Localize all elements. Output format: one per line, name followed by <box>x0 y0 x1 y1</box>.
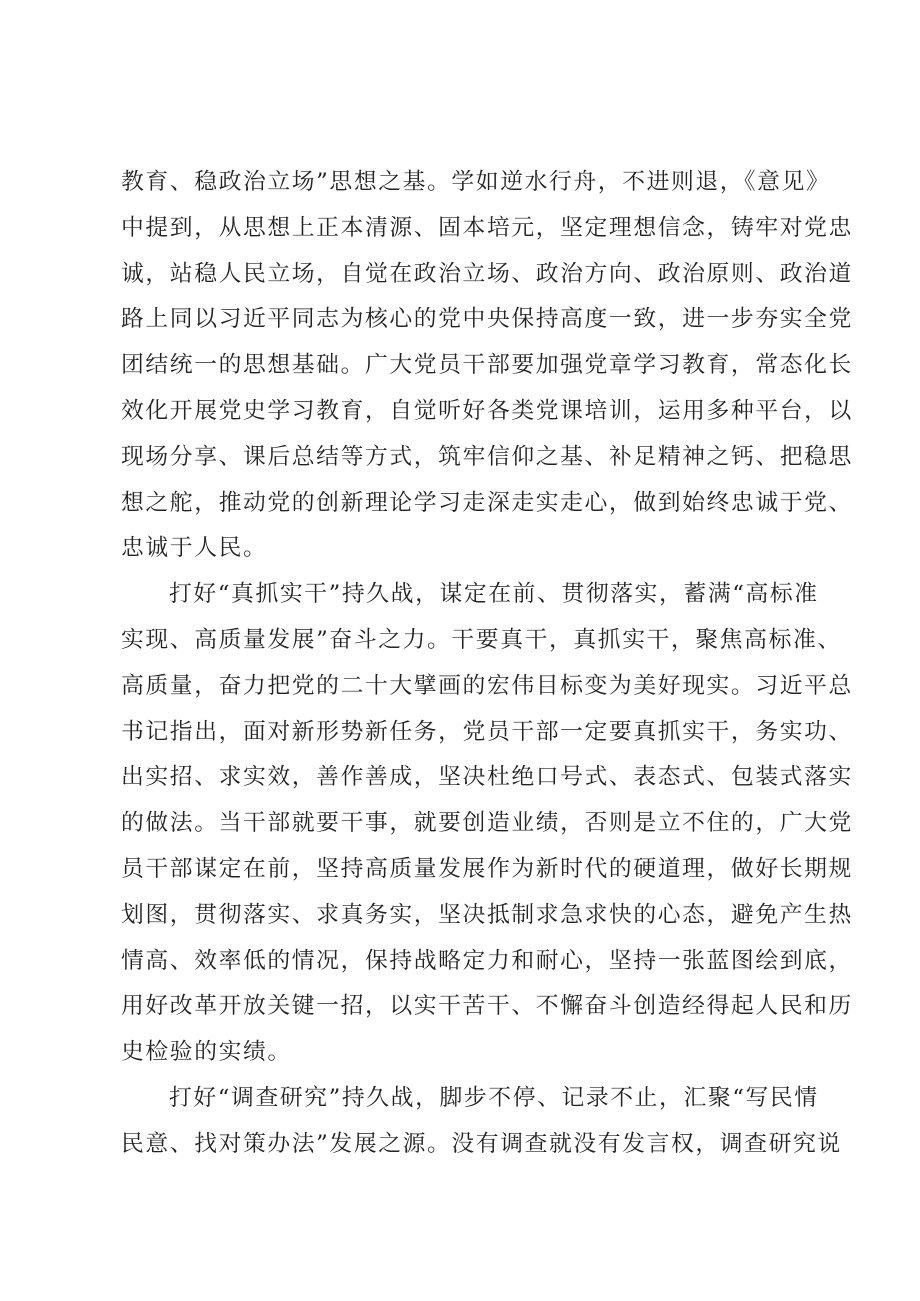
text-line: 忠诚于人民。 <box>121 535 268 562</box>
text-line: 员干部谋定在前，坚持高质量发展作为新时代的硬道理，做好长期规 <box>121 855 853 882</box>
text-line: 效化开展党史学习教育，自觉听好各类党课培训，运用多种平台，以 <box>121 397 853 424</box>
text-line: 现场分享、课后总结等方式，筑牢信仰之基、补足精神之钙、把稳思 <box>121 443 853 470</box>
text-line: 想之舵，推动党的创新理论学习走深走实走心，做到始终忠诚于党、 <box>121 489 853 516</box>
text-line: 诚，站稳人民立场，自觉在政治立场、政治方向、政治原则、政治道 <box>121 260 853 287</box>
text-line: 教育、稳政治立场”思想之基。学如逆水行舟，不进则退，《意见》 <box>121 169 831 195</box>
text-line: 划图，贯彻落实、求真务实，坚决抵制求急求快的心态，避免产生热 <box>121 901 853 928</box>
text-line: 史检验的实绩。 <box>121 1039 292 1066</box>
text-line: 的做法。当干部就要干事，就要创造业绩，否则是立不住的，广大党 <box>121 810 853 837</box>
text-line: 出实招、求实效，善作善成，坚决杜绝口号式、表态式、包装式落实 <box>121 764 853 791</box>
text-line: 书记指出，面对新形势新任务，党员干部一定要真抓实干，务实功、 <box>121 718 853 745</box>
body-text <box>121 160 853 1168</box>
text-line: 高质量，奋力把党的二十大擘画的宏伟目标变为美好现实。习近平总 <box>121 672 853 699</box>
text-line: 用好改革开放关键一招，以实干苦干、不懈奋斗创造经得起人民和历 <box>121 993 853 1020</box>
text-line: 实现、高质量发展”奋斗之力。干要真干，真抓实干，聚焦高标准、 <box>121 626 842 653</box>
text-line: 路上同以习近平同志为核心的党中央保持高度一致，进一步夯实全党 <box>121 306 853 333</box>
paragraph-start-line: 打好“调查研究”持久战，脚步不停、记录不止，汇聚“写民情 <box>169 1084 819 1111</box>
text-line: 中提到，从思想上正本清源、固本培元，坚定理想信念，铸牢对党忠 <box>121 214 853 241</box>
text-line: 团结统一的思想基础。广大党员干部要加强党章学习教育，常态化长 <box>121 352 853 379</box>
text-line: 民意、找对策办法”发展之源。没有调查就没有发言权，调查研究说 <box>121 1130 842 1157</box>
text-line: 情高、效率低的情况，保持战略定力和耐心，坚持一张蓝图绘到底， <box>121 947 853 974</box>
paragraph-start-line: 打好“真抓实干”持久战，谋定在前、贯彻落实，蓄满“高标准 <box>169 581 819 608</box>
